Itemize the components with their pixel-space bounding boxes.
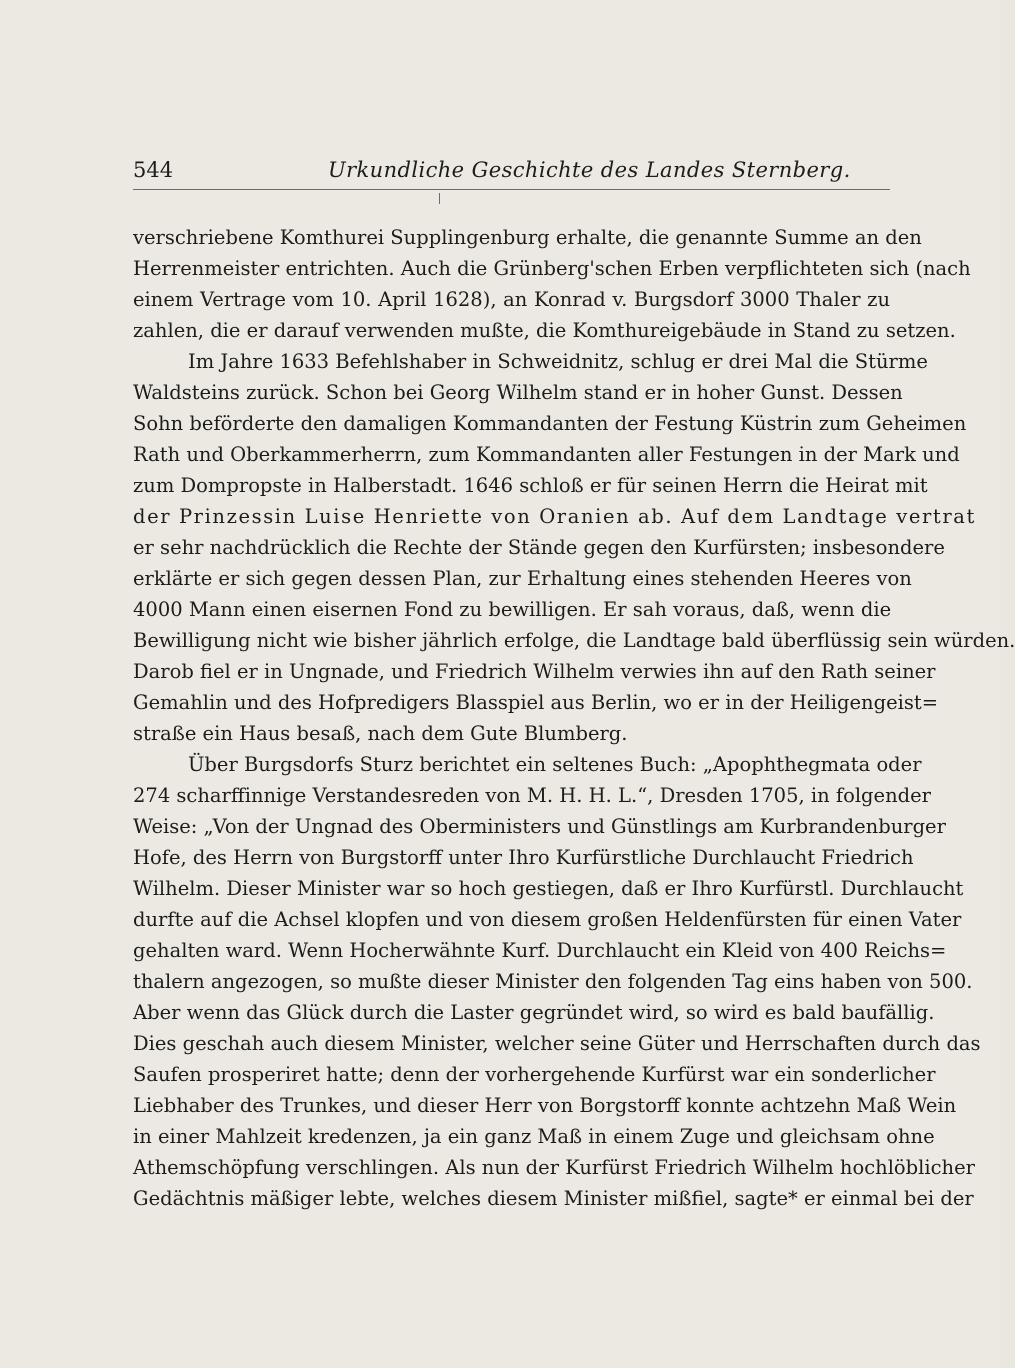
text-line: Hofe, des Herrn von Burgstorff unter Ihro Kurfürstliche Durchlaucht Friedrich [133, 846, 914, 869]
text-line: gehalten ward. Wenn Hocherwähnte Kurf. Durchlaucht ein Kleid von 400 Reichs= [133, 939, 947, 962]
text-line: Im Jahre 1633 Befehlshaber in Schweidnitz, schlug er drei Mal die Stürme [188, 350, 928, 373]
text-line: Wilhelm. Dieser Minister war so hoch gestiegen, daß er Ihro Kurfürstl. Durchlaucht [133, 877, 964, 900]
text-line: Gemahlin und des Hofpredigers Blasspiel aus Berlin, wo er in der Heiligengeist= [133, 691, 939, 714]
text-line: Gedächtnis mäßiger lebte, welches diesem Minister mißfiel, sagte* er einmal bei der [133, 1187, 974, 1210]
text-line: Sohn beförderte den damaligen Kommandanten der Festung Küstrin zum Geheimen [133, 412, 967, 435]
text-line: Über Burgsdorfs Sturz berichtet ein seltenes Buch: „Apophthegmata oder [188, 753, 922, 776]
text-line: Dies geschah auch diesem Minister, welcher seine Güter und Herrschaften durch das [133, 1032, 981, 1055]
text-line: Rath und Oberkammerherrn, zum Kommandanten aller Festungen in der Mark und [133, 443, 960, 466]
text-line: straße ein Haus besaß, nach dem Gute Blumberg. [133, 722, 628, 745]
text-line: verschriebene Komthurei Supplingenburg erhalte, die genannte Summe an den [133, 226, 922, 249]
running-title: Urkundliche Geschichte des Landes Sternberg. [328, 158, 851, 182]
text-line: Saufen prosperiret hatte; denn der vorhergehende Kurfürst war ein sonderlicher [133, 1063, 936, 1086]
text-line: Athemschöpfung verschlingen. Als nun der Kurfürst Friedrich Wilhelm hochlöblicher [133, 1156, 975, 1179]
text-line: Liebhaber des Trunkes, und dieser Herr von Borgstorff konnte achtzehn Maß Wein [133, 1094, 957, 1117]
text-line: durfte auf die Achsel klopfen und von diesem großen Heldenfürsten für einen Vater [133, 908, 962, 931]
text-line: einem Vertrage vom 10. April 1628), an Konrad v. Burgsdorf 3000 Thaler zu [133, 288, 890, 311]
text-line: zahlen, die er darauf verwenden mußte, die Komthureigebäude in Stand zu setzen. [133, 319, 956, 342]
text-line: zum Dompropste in Halberstadt. 1646 schloß er für seinen Herrn die Heirat mit [133, 474, 928, 497]
text-line: thalern angezogen, so mußte dieser Minister den folgenden Tag eins haben von 500. [133, 970, 973, 993]
text-line: Aber wenn das Glück durch die Laster gegründet wird, so wird es bald baufällig. [133, 1001, 935, 1024]
text-line: in einer Mahlzeit kredenzen, ja ein ganz Maß in einem Zuge und gleichsam ohne [133, 1125, 935, 1148]
text-line: Weise: „Von der Ungnad des Oberministers und Günstlings am Kurbrandenburger [133, 815, 946, 838]
page-header [133, 158, 890, 186]
header-tick-mark [439, 193, 440, 204]
text-line: Waldsteins zurück. Schon bei Georg Wilhelm stand er in hoher Gunst. Dessen [133, 381, 903, 404]
text-line: 4000 Mann einen eisernen Fond zu bewilligen. Er sah voraus, daß, wenn die [133, 598, 892, 621]
text-line: erklärte er sich gegen dessen Plan, zur Erhaltung eines stehenden Heeres von [133, 567, 912, 590]
body-text [133, 222, 1015, 1214]
header-rule [133, 189, 890, 190]
text-line: Bewilligung nicht wie bisher jährlich erfolge, die Landtage bald überflüssig sein würden. [133, 629, 1015, 652]
text-line: der Prinzessin Luise Henriette von Oranien ab. Auf dem Landtage vertrat [133, 505, 976, 528]
text-line: 274 scharffinnige Verstandesreden von M. H. H. L.“, Dresden 1705, in folgender [133, 784, 931, 807]
text-line: er sehr nachdrücklich die Rechte der Stände gegen den Kurfürsten; insbesondere [133, 536, 945, 559]
text-line: Darob fiel er in Ungnade, und Friedrich Wilhelm verwies ihn auf den Rath seiner [133, 660, 936, 683]
page-number: 544 [133, 158, 174, 182]
text-line: Herrenmeister entrichten. Auch die Grünberg'schen Erben verpflichteten sich (nach [133, 257, 971, 280]
